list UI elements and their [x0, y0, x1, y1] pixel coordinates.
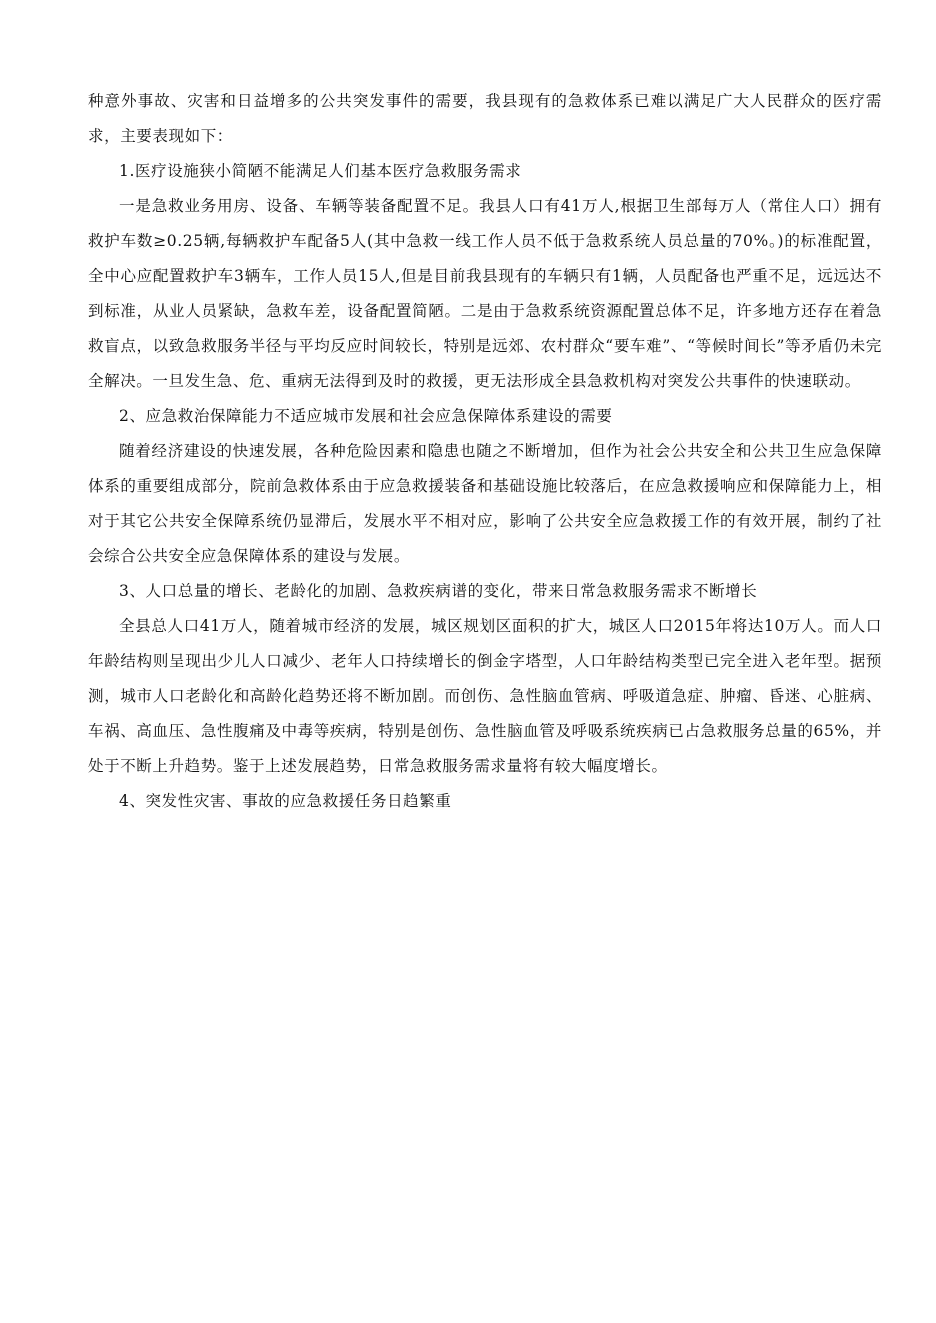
paragraph-continued: 种意外事故、灾害和日益增多的公共突发事件的需要，我县现有的急救体系已难以满足广大人民群众的医疗需求，主要表现如下：: [88, 92, 882, 145]
document-body: [88, 84, 882, 819]
section-body-1: 一是急救业务用房、设备、车辆等装备配置不足。我县人口有41万人,根据卫生部每万人（常住人口）拥有救护车数≥0.25辆,每辆救护车配备5人(其中急救一线工作人员不低于急救系统人员总量的70%。)的标准配置，全中心应配置救护车3辆车，工作人员15人,但是目前我县现有的车辆只有1辆，人员配备也严重不足，远远达不到标准，从业人员紧缺，急救车差，设备配置简陋。二是由于急救系统资源配置总体不足，许多地方还存在着急救盲点，以致急救服务半径与平均反应时间较长，特别是远郊、农村群众“要车难”、“等候时间长”等矛盾仍未完全解决。一旦发生急、危、重病无法得到及时的救援，更无法形成全县急救机构对突发公共事件的快速联动。: [88, 197, 882, 390]
section-body-3: 全县总人口41万人，随着城市经济的发展，城区规划区面积的扩大，城区人口2015年将达10万人。而人口年龄结构则呈现出少儿人口减少、老年人口持续增长的倒金字塔型，人口年龄结构类型已完全进入老年型。据预测，城市人口老龄化和高龄化趋势还将不断加剧。而创伤、急性脑血管病、呼吸道急症、肿瘤、昏迷、心脏病、车祸、高血压、急性腹痛及中毒等疾病，特别是创伤、急性脑血管及呼吸系统疾病已占急救服务总量的65%，并处于不断上升趋势。鉴于上述发展趋势，日常急救服务需求量将有较大幅度增长。: [88, 617, 882, 775]
section-heading-4: 4、突发性灾害、事故的应急救援任务日趋繁重: [119, 792, 452, 810]
section-heading-3: 3、人口总量的增长、老龄化的加剧、急救疾病谱的变化，带来日常急救服务需求不断增长: [119, 582, 758, 600]
section-heading-1: 1.医疗设施狭小简陋不能满足人们基本医疗急救服务需求: [119, 162, 522, 180]
section-heading-2: 2、应急救治保障能力不适应城市发展和社会应急保障体系建设的需要: [119, 407, 613, 425]
section-body-2: 随着经济建设的快速发展，各种危险因素和隐患也随之不断增加，但作为社会公共安全和公共卫生应急保障体系的重要组成部分，院前急救体系由于应急救援装备和基础设施比较落后，在应急救援响应和保障能力上，相对于其它公共安全保障系统仍显滞后，发展水平不相对应，影响了公共安全应急救援工作的有效开展，制约了社会综合公共安全应急保障体系的建设与发展。: [88, 442, 882, 565]
